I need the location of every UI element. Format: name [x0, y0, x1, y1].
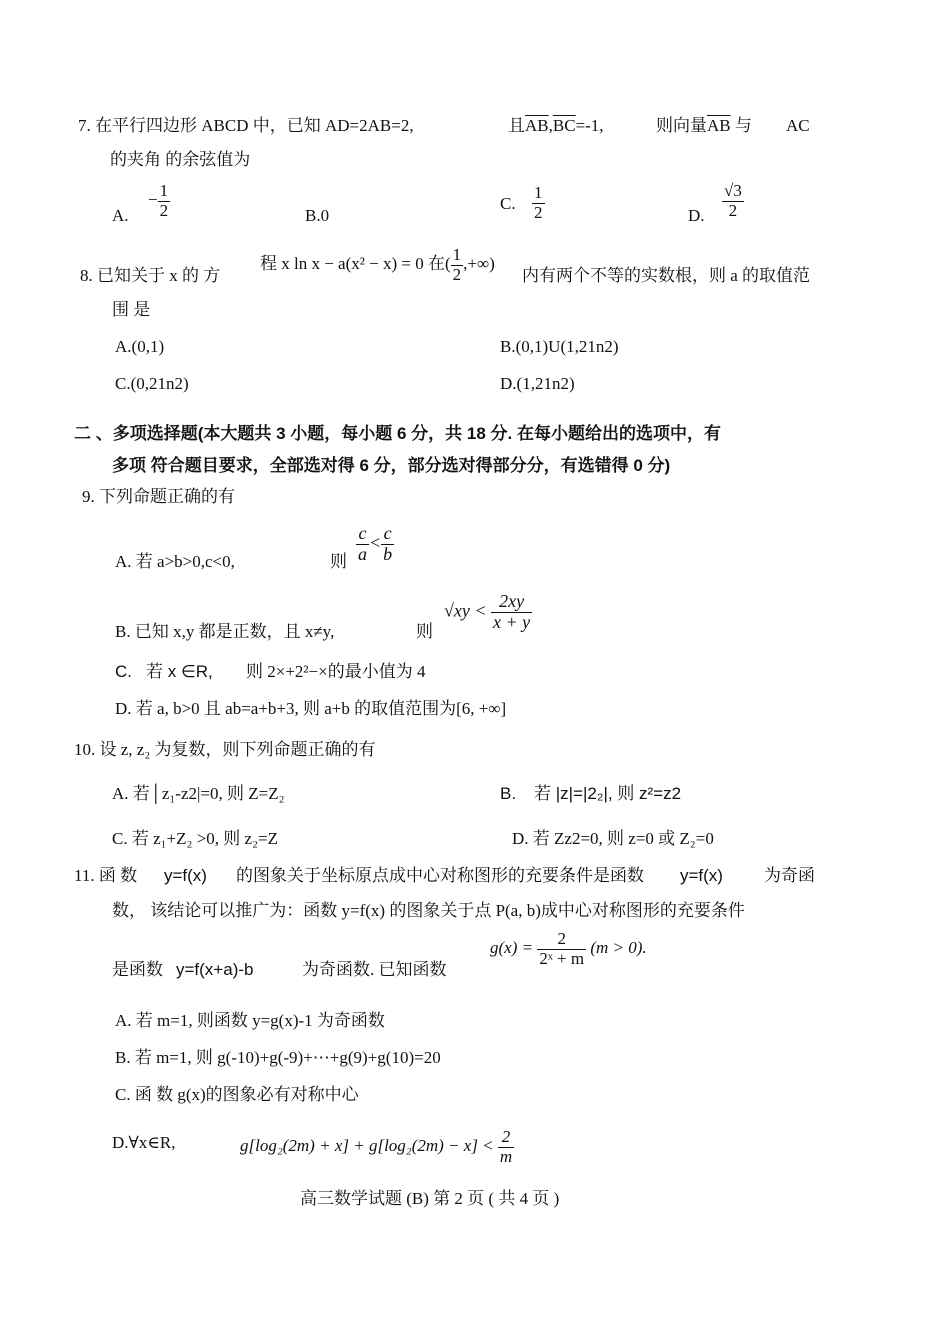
q9-option-a-formula: $\frac{c}{a}$ < $\frac{c}{b}$ [358, 523, 393, 564]
q11-option-d-formula: g[log₂(2m) + x] + g[log₂(2m) − x] < $\frac{2}{m}$ [240, 1127, 513, 1166]
q7-option-a-label: A. [112, 206, 129, 225]
q7-stem-and: 且$\overline{AB},\overline{BC}=-1$, [508, 116, 604, 135]
q8-stem-part3: 围 是 [112, 300, 151, 319]
section-2-heading: 二 、多项选择题(本大题共 3 小题，每小题 6 分，共 18 分. 在每小题给出的选项中，有 [74, 424, 721, 443]
q9-option-d: D. 若 a, b>0 且 ab=a+b+3, 则 a+b 的取值范围为[6, +∞] [115, 699, 507, 718]
q10-option-a: A. 若│z₁-z2|=0, 则 Z=Z₂ [112, 784, 285, 803]
q9-option-a-text: A. 若 a>b>0,c<0, [115, 552, 235, 571]
q7-option-b: B.0 [305, 206, 330, 225]
q11-stem-line2: 数， 该结论可以推广为：函数 y=f(x) 的图象关于点 P(a, b)成中心对称图形的充要条件 [112, 901, 745, 920]
q11-g-definition: g(x) = $\frac{2}{\text{2ˣ + m}}$ (m > 0). [490, 929, 647, 968]
q11-function-fx-2: y=f(x) [680, 866, 723, 885]
q8-equation: 程 x ln x − a(x² − x) = 0 在( $\frac{1}{2}$ ,+∞) [260, 245, 495, 284]
page-footer: 高三数学试题 (B) 第 2 页 ( 共 4 页 ) [300, 1189, 560, 1208]
q11-stem-line3: 是函数 [112, 960, 163, 979]
q7-option-a-value: − $\frac{1}{2}$ [148, 181, 169, 220]
q9-option-c-label: C. [115, 662, 132, 681]
q8-option-b: B.(0,1)U(1,21n2) [500, 337, 619, 356]
q7-stem-part2: 的夹角 的余弦值为 [110, 150, 251, 169]
q9-stem: 9. 下列命题正确的有 [82, 487, 235, 506]
q8-stem-part2: 内有两个不等的实数根，则 a 的取值范 [522, 266, 811, 285]
section-2-heading-line2: 多项 符合题目要求，全部选对得 6 分，部分选对得部分分，有选错得 0 分) [112, 456, 671, 475]
q9-option-b-then: 则 [416, 622, 433, 641]
q9-option-a-then: 则 [330, 552, 347, 571]
q8-option-d: D.(1,21n2) [500, 374, 575, 393]
q11-stem-part2: 的图象关于坐标原点成中心对称图形的充要条件是函数 [236, 866, 644, 885]
q10-stem: 10. 设 z, z₂ 为复数，则下列命题正确的有 [74, 740, 376, 759]
q7-stem-part1: 7. 在平行四边形 ABCD 中，已知 AD=2AB=2, [78, 116, 414, 135]
q8-option-c: C.(0,21n2) [115, 374, 189, 393]
q11-stem-line3b: 为奇函数. 已知函数 [302, 960, 447, 979]
vector-bc: $\overline{BC}$ [552, 116, 576, 135]
q11-option-a: A. 若 m=1, 则函数 y=g(x)-1 为奇函数 [115, 1011, 385, 1030]
q11-option-b: B. 若 m=1, 则 g(-10)+g(-9)+⋯+g(9)+g(10)=20 [115, 1048, 441, 1067]
q7-option-c-label: C. [500, 194, 516, 213]
q8-stem-part1: 8. 已知关于 x 的 方 [80, 266, 221, 285]
q9-option-c-text: 则 2×+2²−×的最小值为 4 [246, 662, 426, 681]
q7-option-d-label: D. [688, 206, 705, 225]
q10-option-d: D. 若 Zz2=0, 则 z=0 或 Z₂=0 [512, 829, 714, 848]
q7-vector-ac: AC [786, 116, 810, 135]
q8-option-a: A.(0,1) [115, 337, 165, 356]
q11-stem-part3: 为奇函 [764, 866, 815, 885]
q11-option-d-label: D.∀x∈R, [112, 1133, 176, 1152]
q10-option-b: 若 |z|=|2₂|, 则 z²=z2 [534, 784, 682, 803]
q7-option-c-value: $\frac{1}{2}$ [534, 183, 543, 222]
q9-option-c-cond: 若 x ∈R, [146, 662, 213, 681]
q11-function-shifted: y=f(x+a)-b [176, 960, 254, 979]
vector-ab: $\overline{AB}$ [525, 116, 549, 135]
q11-function-fx: y=f(x) [164, 866, 207, 885]
q7-stem-vector: 则向量$\overline{AB}$ 与 [656, 116, 752, 135]
q11-stem-part1: 11. 函 数 [74, 866, 138, 885]
q10-option-b-label: B. [500, 784, 517, 803]
vector-ab-2: $\overline{AB}$ [707, 116, 731, 135]
q10-option-c: C. 若 z₁+Z₂ >0, 则 z₂=Z [112, 829, 278, 848]
q11-option-c: C. 函 数 g(x)的图象必有对称中心 [115, 1085, 359, 1104]
q7-option-d-value: $\frac{√3}{2}$ [724, 181, 742, 220]
q9-option-b-formula: √xy < $\frac{2xy}{x + y}$ [444, 591, 531, 632]
q9-option-b-text: B. 已知 x,y 都是正数，且 x≠y, [115, 622, 335, 641]
